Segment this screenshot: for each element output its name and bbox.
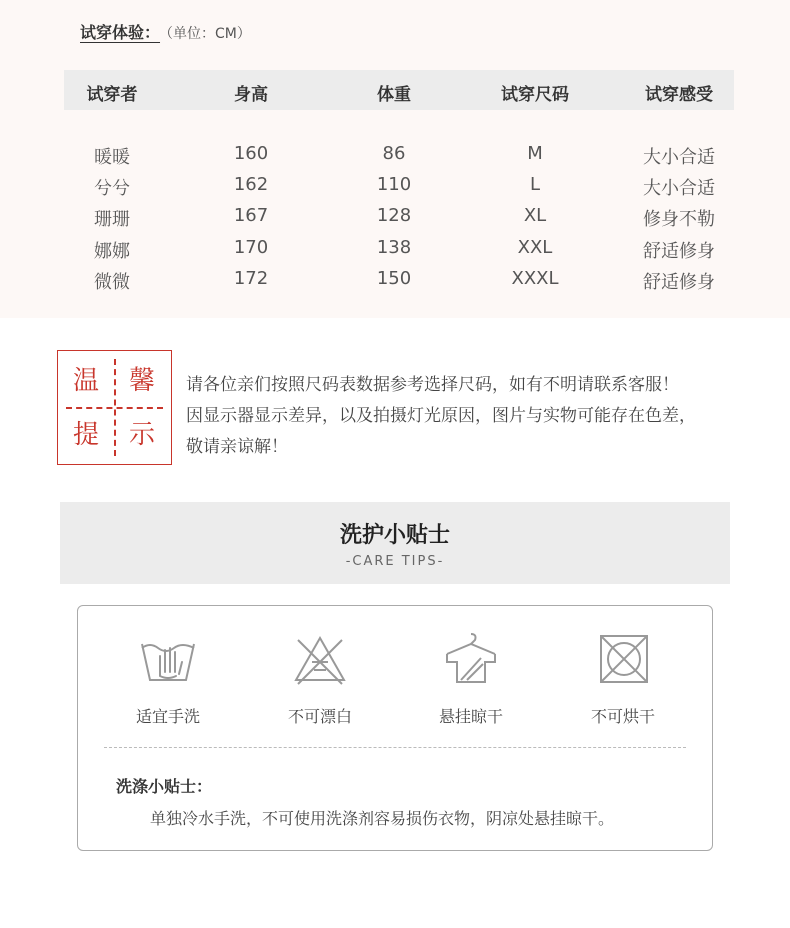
table-cell: 138 bbox=[376, 237, 412, 258]
notice-char: 示 bbox=[128, 420, 155, 450]
header-cell: 身高 bbox=[234, 85, 268, 105]
sizing-unit: （单位：CM） bbox=[166, 26, 251, 42]
care-label: 悬挂晾干 bbox=[438, 707, 503, 726]
table-cell: 微微 bbox=[94, 272, 130, 293]
table-row bbox=[64, 237, 734, 267]
table-cell: 娜娜 bbox=[94, 241, 130, 262]
sizing-title bbox=[80, 20, 251, 43]
care-banner bbox=[60, 502, 730, 584]
table-row bbox=[64, 205, 734, 235]
care-panel bbox=[77, 605, 713, 851]
table-cell: 修身不勒 bbox=[643, 209, 715, 230]
table-cell: 172 bbox=[233, 268, 269, 289]
table-row bbox=[64, 174, 734, 204]
notice-char: 馨 bbox=[128, 366, 155, 396]
no-tumble-dry-icon bbox=[593, 632, 653, 688]
hand-wash-icon bbox=[138, 632, 198, 688]
table-cell: 170 bbox=[233, 237, 269, 258]
header-cell: 试穿感受 bbox=[645, 85, 713, 105]
care-label: 不可漂白 bbox=[287, 707, 352, 726]
care-subtitle: -CARE TIPS- bbox=[345, 554, 445, 569]
table-cell: 162 bbox=[233, 174, 269, 195]
tips-title: 洗涤小贴士： bbox=[116, 777, 213, 796]
notice-char: 温 bbox=[72, 366, 99, 396]
table-row bbox=[64, 143, 734, 173]
header-cell: 体重 bbox=[377, 85, 411, 105]
table-cell: 110 bbox=[376, 174, 412, 195]
table-cell: 珊珊 bbox=[94, 209, 130, 230]
notice-line: 敬请亲谅解！ bbox=[186, 437, 288, 457]
table-cell: 167 bbox=[233, 205, 269, 226]
tips-text: 单独冷水手洗，不可使用洗涤剂容易损伤衣物，阴凉处悬挂晾干。 bbox=[150, 809, 615, 828]
table-cell: 86 bbox=[382, 143, 406, 164]
table-cell: 128 bbox=[376, 205, 412, 226]
no-bleach-icon bbox=[290, 632, 350, 688]
care-label: 适宜手洗 bbox=[135, 707, 200, 726]
table-cell: XL bbox=[523, 205, 547, 226]
table-cell: 大小合适 bbox=[643, 178, 715, 199]
table-cell: 大小合适 bbox=[643, 147, 715, 168]
table-cell: XXL bbox=[517, 237, 553, 258]
notice-line: 因显示器显示差异，以及拍摄灯光原因，图片与实物可能存在色差， bbox=[186, 406, 696, 426]
table-cell: 150 bbox=[376, 268, 412, 289]
sizing-title-text: 试穿体验： bbox=[80, 23, 161, 42]
header-cell: 试穿者 bbox=[86, 85, 138, 105]
header-cell: 试穿尺码 bbox=[501, 85, 569, 105]
table-header bbox=[64, 70, 734, 110]
care-divider bbox=[104, 747, 686, 748]
notice-divider bbox=[66, 407, 163, 409]
notice-line: 请各位亲们按照尺码表数据参考选择尺码，如有不明请联系客服！ bbox=[186, 375, 679, 395]
table-cell: 舒适修身 bbox=[643, 241, 715, 262]
table-cell: L bbox=[529, 174, 541, 195]
table-row bbox=[64, 268, 734, 298]
care-label: 不可烘干 bbox=[590, 707, 655, 726]
hang-dry-icon bbox=[441, 632, 501, 688]
notice-badge bbox=[57, 350, 172, 465]
care-title: 洗护小贴士 bbox=[339, 523, 450, 548]
table-cell: XXXL bbox=[511, 268, 559, 289]
notice-char: 提 bbox=[72, 420, 99, 450]
table-cell: 160 bbox=[233, 143, 269, 164]
table-cell: 兮兮 bbox=[94, 178, 130, 199]
table-cell: M bbox=[527, 143, 543, 164]
table-cell: 暖暖 bbox=[94, 147, 130, 168]
table-cell: 舒适修身 bbox=[643, 272, 715, 293]
